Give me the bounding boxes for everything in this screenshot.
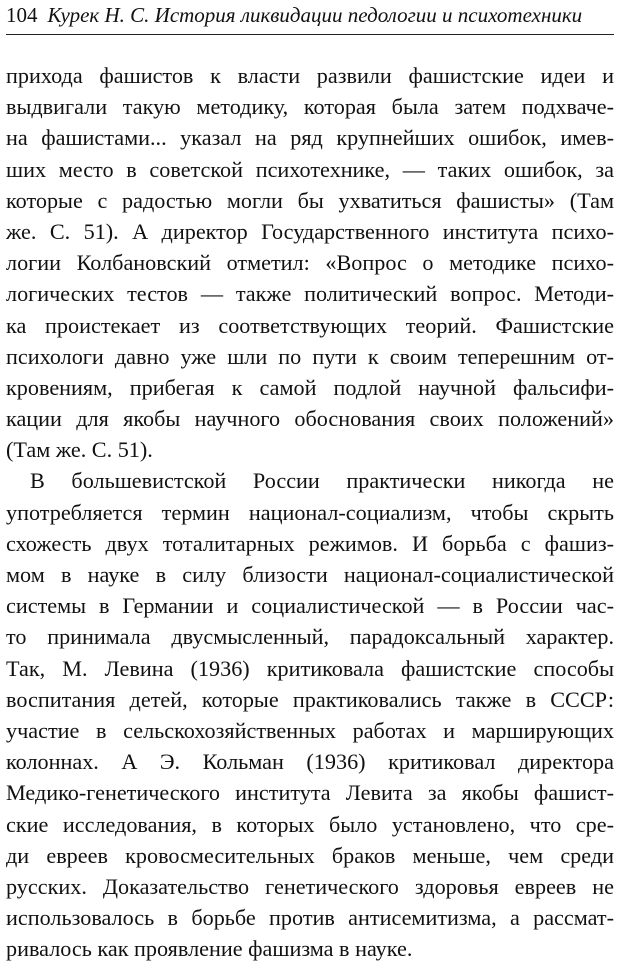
text-line: ших место в советской психотехнике, — таких ошибок, за <box>6 156 614 182</box>
text-line: логических тестов — также политический вопрос. Методи- <box>6 281 614 307</box>
text-line: то принимала двусмысленный, парадоксальный характер. <box>6 624 614 650</box>
text-line: кации для якобы научного обоснования своих положений» <box>6 406 614 432</box>
text-line: использовалось в борьбе против антисемитизма, а рассмат- <box>6 905 614 931</box>
text-line: В большевистской России практически никогда не <box>30 468 614 494</box>
text-line: употребляется термин национал-социализм, чтобы скрыть <box>6 499 614 525</box>
page-body <box>6 60 614 964</box>
running-title: Курек Н. С. История ликвидации педологии и психотехники <box>47 3 583 27</box>
text-line: логии Колбановский отметил: «Вопрос о методике психо- <box>6 250 614 276</box>
text-line: системы в Германии и социалистической — в России час- <box>6 593 614 619</box>
text-line: схожесть двух тоталитарных режимов. И борьба с фашиз- <box>6 530 614 556</box>
text-line: ские исследования, в которых было установлено, что сре- <box>6 811 614 837</box>
text-line: участие в сельскохозяйственных работах и марширующих <box>6 717 614 743</box>
running-header <box>6 0 614 35</box>
text-line: Так, М. Левина (1936) критиковала фашистские способы <box>6 655 614 681</box>
text-line: кровениям, прибегая к самой подлой научной фальсифи- <box>6 374 614 400</box>
text-line: русских. Доказательство генетического здоровья евреев не <box>6 873 614 899</box>
text-line: которые с радостью могли бы ухватиться фашисты» (Там <box>6 187 614 213</box>
text-line: же. С. 51). А директор Государственного института психо- <box>6 218 614 244</box>
text-line: (Там же. С. 51). <box>6 437 153 463</box>
text-line: на фашистами... указал на ряд крупнейших ошибок, имев- <box>6 125 614 151</box>
text-line: ка проистекает из соответствующих теорий. Фашистские <box>6 312 614 338</box>
text-line: воспитания детей, которые практиковались также в СССР: <box>6 686 614 712</box>
text-line: мом в науке в силу близости национал-социалистической <box>6 562 614 587</box>
text-line: ривалось как проявление фашизма в науке. <box>6 936 413 962</box>
text-line: Медико-генетического института Левита за якобы фашист- <box>6 780 614 806</box>
text-line: психологи давно уже шли по пути к своим теперешним от- <box>6 343 614 369</box>
text-line: выдвигали такую методику, которая была затем подхваче- <box>6 94 614 120</box>
page-number: 104 <box>6 3 38 27</box>
text-line: колоннах. А Э. Кольман (1936) критиковал директора <box>6 749 614 775</box>
text-line: ди евреев кровосмесительных браков меньше, чем среди <box>6 842 614 868</box>
text-line: прихода фашистов к власти развили фашистские идеи и <box>6 63 614 88</box>
